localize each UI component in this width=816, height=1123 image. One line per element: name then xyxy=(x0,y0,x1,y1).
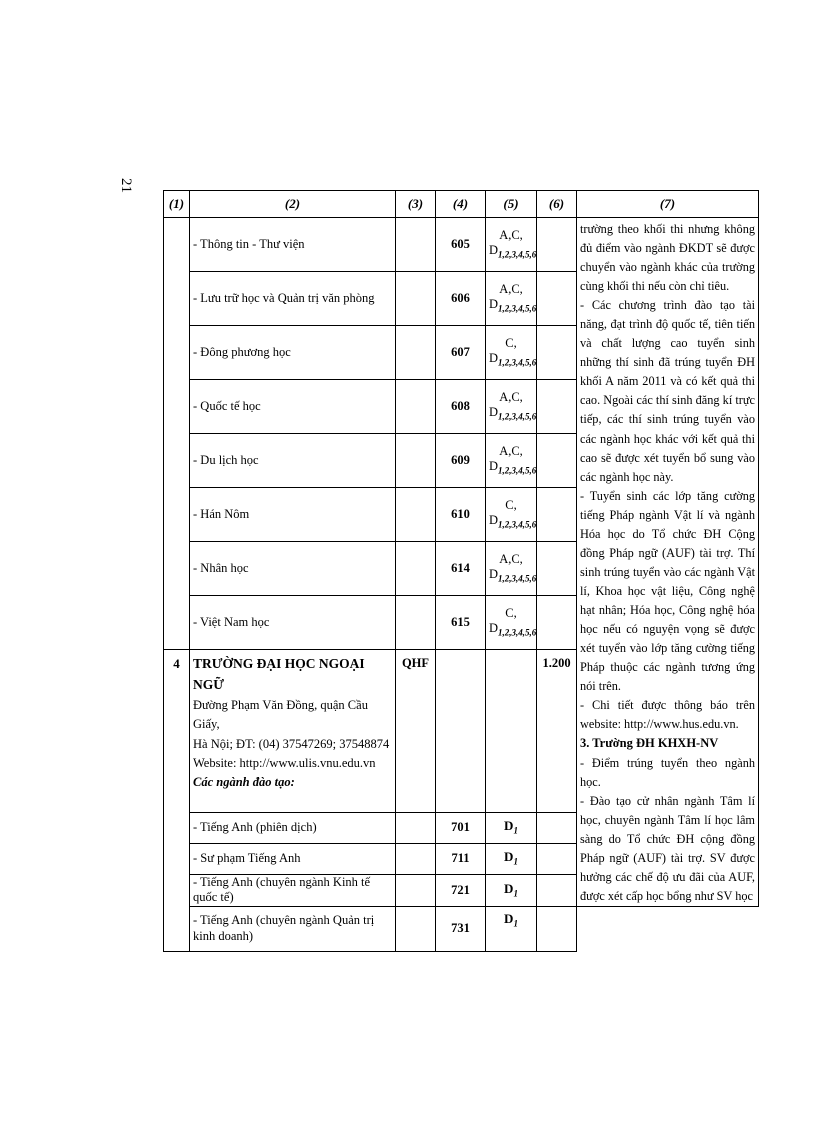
exam-blocks: A,C, $D_{1,2,3,4,5,6}$ xyxy=(486,272,537,326)
exam-blocks: $D_1$ xyxy=(486,874,537,906)
col-header-5: (5) xyxy=(486,191,537,218)
major-code: 721 xyxy=(436,874,486,906)
note-paragraph: - Các chương trình đào tạo tài năng, đạt trình độ quốc tế, tiên tiến và chất lượng cao tuyển sinh những thí sinh đã trúng tuyển ĐH khối A năm 2011 và có kết quả thi cao. Ngoài các thí sinh đăng kí trực tiếp, các thí sinh trúng tuyển vào các ngành học khác với kết quả thi cao sẽ được xét tuyển bổ sung vào các ngành học này. xyxy=(580,298,755,484)
major-code: 606 xyxy=(436,272,486,326)
major-name: - Thông tin - Thư viện xyxy=(190,218,396,272)
col-header-1: (1) xyxy=(164,191,190,218)
major-code: 610 xyxy=(436,488,486,542)
header-row xyxy=(164,191,759,218)
col-header-6: (6) xyxy=(537,191,577,218)
major-code: 609 xyxy=(436,434,486,488)
major-code: 701 xyxy=(436,812,486,843)
major-code: 605 xyxy=(436,218,486,272)
note-paragraph: - Tuyển sinh các lớp tăng cường tiếng Pháp ngành Vật lí và ngành Hóa học do Tổ chức ĐH Cộng đồng Pháp ngữ (AUF) tài trợ. Thí sinh trúng tuyển vào các ngành Vật lí, Khoa học vật liệu, Công nghệ hạt nhân; Hóa học, Công nghệ hóa học nếu có nguyện vọng sẽ được xét tuyển vào lớp tăng cường tiếng Pháp thuộc các ngành tương ứng nói trên. xyxy=(580,488,755,694)
major-name: - Tiếng Anh (phiên dịch) xyxy=(190,812,396,843)
exam-blocks: C, $D_{1,2,3,4,5,6}$ xyxy=(486,326,537,380)
school-name: TRƯỜNG ĐẠI HỌC NGOẠI NGỮ xyxy=(193,656,365,692)
school-code: QHF xyxy=(396,650,436,813)
exam-blocks: $D_1$ xyxy=(486,843,537,874)
major-code: 614 xyxy=(436,542,486,596)
exam-blocks: A,C, $D_{1,2,3,4,5,6}$ xyxy=(486,434,537,488)
exam-blocks: $D_1$ xyxy=(486,907,537,952)
major-name: - Việt Nam học xyxy=(190,596,396,650)
note-heading: 3. Trường ĐH KHXH-NV xyxy=(580,736,719,751)
admissions-table xyxy=(163,190,759,952)
major-name: - Sư phạm Tiếng Anh xyxy=(190,843,396,874)
exam-blocks: A,C, $D_{1,2,3,4,5,6}$ xyxy=(486,380,537,434)
page-number: 21 xyxy=(118,178,134,193)
major-code: 615 xyxy=(436,596,486,650)
major-code: 711 xyxy=(436,843,486,874)
exam-blocks: C, $D_{1,2,3,4,5,6}$ xyxy=(486,488,537,542)
school-info xyxy=(190,650,396,813)
major-name: - Quốc tế học xyxy=(190,380,396,434)
major-name: - Du lịch học xyxy=(190,434,396,488)
notes-cell xyxy=(577,218,759,907)
major-code: 608 xyxy=(436,380,486,434)
school-phone: Hà Nội; ĐT: (04) 37547269; 37548874 xyxy=(193,736,390,751)
table-row xyxy=(164,218,759,272)
exam-blocks: C, $D_{1,2,3,4,5,6}$ xyxy=(486,596,537,650)
major-name: - Tiếng Anh (chuyên ngành Kinh tế quốc tế) xyxy=(190,874,396,906)
school-quota: 1.200 xyxy=(537,650,577,813)
col-header-3: (3) xyxy=(396,191,436,218)
school-address: Đường Phạm Văn Đồng, quận Cầu Giấy, xyxy=(193,697,368,732)
majors-heading: Các ngành đào tạo: xyxy=(193,775,295,790)
note-paragraph: trường theo khối thi nhưng không đủ điểm vào ngành ĐKDT sẽ được chuyển vào ngành khác của trường cùng khối thi nếu còn chỉ tiêu. xyxy=(580,222,755,294)
major-name: - Lưu trữ học và Quản trị văn phòng xyxy=(190,272,396,326)
school-website: Website: http://www.ulis.vnu.edu.vn xyxy=(193,755,376,770)
note-paragraph: - Điểm trúng tuyển theo ngành học. xyxy=(580,755,755,789)
index-cell xyxy=(164,218,190,650)
major-name: - Đông phương học xyxy=(190,326,396,380)
note-paragraph: - Chi tiết được thông báo trên website: http://www.hus.edu.vn. xyxy=(580,698,755,732)
major-code: 607 xyxy=(436,326,486,380)
table-row xyxy=(164,907,759,952)
major-name: - Tiếng Anh (chuyên ngành Quản trị kinh doanh) xyxy=(190,907,396,952)
major-name: - Hán Nôm xyxy=(190,488,396,542)
col-header-4: (4) xyxy=(436,191,486,218)
exam-blocks: $D_1$ xyxy=(486,812,537,843)
school-index: 4 xyxy=(164,650,190,952)
col-header-7: (7) xyxy=(577,191,759,218)
major-name: - Nhân học xyxy=(190,542,396,596)
col-header-2: (2) xyxy=(190,191,396,218)
major-code: 731 xyxy=(436,907,486,952)
exam-blocks: A,C, $D_{1,2,3,4,5,6}$ xyxy=(486,542,537,596)
note-paragraph: - Đào tạo cử nhân ngành Tâm lí học, chuyên ngành Tâm lí học lâm sàng do Tổ chức ĐH cộng đồng Pháp ngữ (AUF) tài trợ. SV được hưởng các chế độ ưu đãi của AUF, được xét cấp học bổng như SV học xyxy=(580,793,755,903)
exam-blocks: A,C, $D_{1,2,3,4,5,6}$ xyxy=(486,218,537,272)
